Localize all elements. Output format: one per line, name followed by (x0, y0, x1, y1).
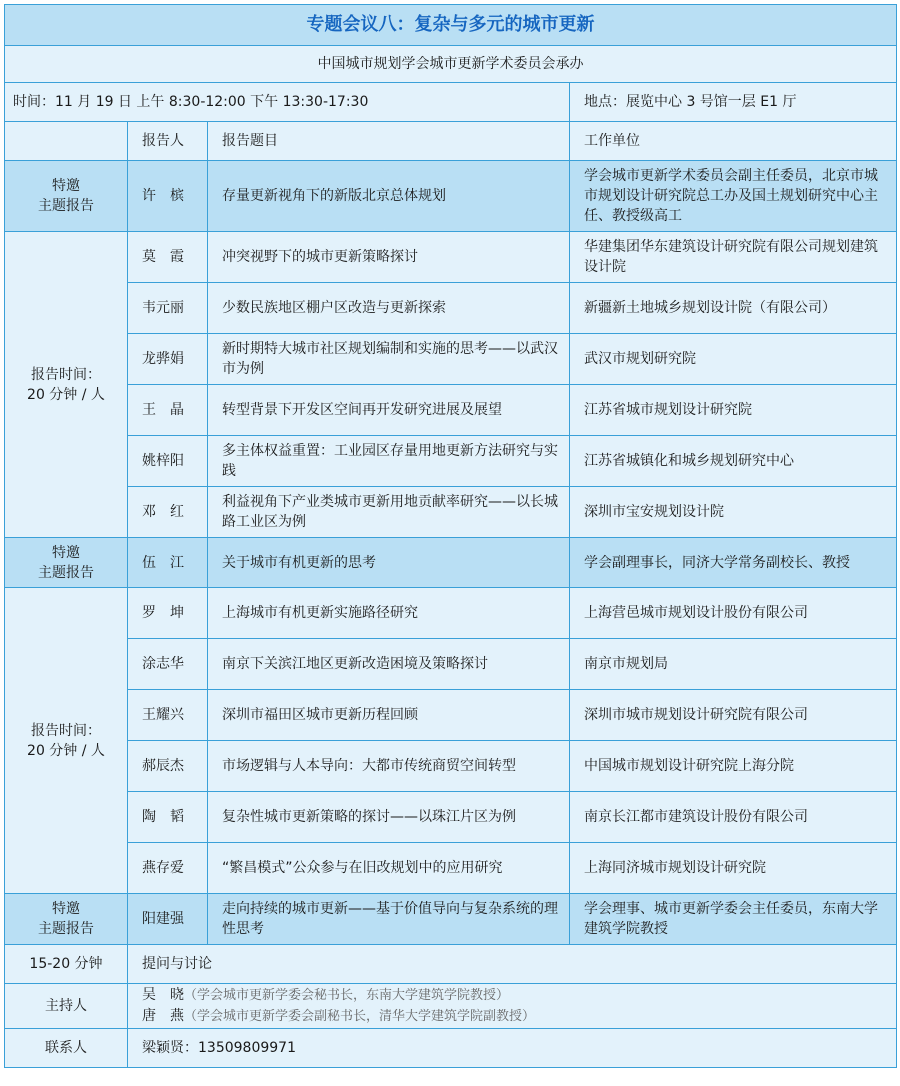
speaker-name: 燕存爱 (128, 843, 208, 894)
host-name: 吴 晓 (142, 987, 184, 1003)
speaker-name: 王 晶 (128, 385, 208, 436)
qa-row (5, 945, 897, 984)
qa-label: 提问与讨论 (128, 945, 897, 984)
speaker-unit: 上海营邑城市规划设计股份有限公司 (570, 588, 897, 639)
table-row (5, 161, 897, 232)
speaker-unit: 深圳市宝安规划设计院 (570, 487, 897, 538)
category-time-slot: 报告时间： 20 分钟 / 人 (5, 588, 128, 894)
speaker-name: 韦元丽 (128, 283, 208, 334)
speaker-name: 阳建强 (128, 894, 208, 945)
host-label: 主持人 (5, 984, 128, 1029)
report-topic: 存量更新视角下的新版北京总体规划 (208, 161, 570, 232)
speaker-unit: 学会副理事长，同济大学常务副校长、教授 (570, 538, 897, 588)
report-topic: 转型背景下开发区空间再开发研究进展及展望 (208, 385, 570, 436)
header-topic: 报告题目 (208, 122, 570, 161)
table-row (5, 639, 897, 690)
table-row (5, 538, 897, 588)
category-keynote: 特邀 主题报告 (5, 538, 128, 588)
header-speaker: 报告人 (128, 122, 208, 161)
table-row (5, 436, 897, 487)
table-row (5, 487, 897, 538)
speaker-name: 龙骅娟 (128, 334, 208, 385)
table-row (5, 283, 897, 334)
qa-duration: 15-20 分钟 (5, 945, 128, 984)
session-title: 专题会议八：复杂与多元的城市更新 (5, 5, 897, 46)
report-topic: 关于城市有机更新的思考 (208, 538, 570, 588)
session-time: 时间：11 月 19 日 上午 8:30-12:00 下午 13:30-17:30 (5, 83, 570, 122)
speaker-name: 莫 霞 (128, 232, 208, 283)
speaker-name: 邓 红 (128, 487, 208, 538)
table-row (5, 843, 897, 894)
table-row (5, 741, 897, 792)
host-row (5, 984, 897, 1029)
speaker-name: 姚梓阳 (128, 436, 208, 487)
speaker-unit: 新疆新土地城乡规划设计院（有限公司） (570, 283, 897, 334)
report-topic: 冲突视野下的城市更新策略探讨 (208, 232, 570, 283)
host-person (142, 1006, 896, 1027)
schedule-table (4, 4, 897, 1068)
speaker-unit: 南京市规划局 (570, 639, 897, 690)
host-title: （学会城市更新学委会秘书长，东南大学建筑学院教授） (184, 988, 510, 1003)
report-topic: 走向持续的城市更新——基于价值导向与复杂系统的理性思考 (208, 894, 570, 945)
table-row (5, 385, 897, 436)
speaker-unit: 武汉市规划研究院 (570, 334, 897, 385)
report-topic: 复杂性城市更新策略的探讨——以珠江片区为例 (208, 792, 570, 843)
speaker-unit: 华建集团华东建筑设计研究院有限公司规划建筑设计院 (570, 232, 897, 283)
contact-row (5, 1029, 897, 1068)
report-topic: 多主体权益重置：工业园区存量用地更新方法研究与实践 (208, 436, 570, 487)
table-row (5, 690, 897, 741)
speaker-unit: 深圳市城市规划设计研究院有限公司 (570, 690, 897, 741)
speaker-name: 伍 江 (128, 538, 208, 588)
session-schedule (4, 4, 896, 1068)
speaker-name: 郝辰杰 (128, 741, 208, 792)
speaker-unit: 学会城市更新学术委员会副主任委员，北京市城市规划设计研究院总工办及国土规划研究中心主任、教授级高工 (570, 161, 897, 232)
table-row (5, 588, 897, 639)
report-topic: 上海城市有机更新实施路径研究 (208, 588, 570, 639)
speaker-unit: 江苏省城镇化和城乡规划研究中心 (570, 436, 897, 487)
speaker-unit: 中国城市规划设计研究院上海分院 (570, 741, 897, 792)
category-time-slot: 报告时间： 20 分钟 / 人 (5, 232, 128, 538)
speaker-unit: 江苏省城市规划设计研究院 (570, 385, 897, 436)
speaker-unit: 南京长江都市建筑设计股份有限公司 (570, 792, 897, 843)
speaker-unit: 学会理事、城市更新学委会主任委员，东南大学建筑学院教授 (570, 894, 897, 945)
table-row (5, 792, 897, 843)
speaker-name: 王耀兴 (128, 690, 208, 741)
speaker-name: 涂志华 (128, 639, 208, 690)
report-topic: 利益视角下产业类城市更新用地贡献率研究——以长城路工业区为例 (208, 487, 570, 538)
report-topic: 市场逻辑与人本导向：大都市传统商贸空间转型 (208, 741, 570, 792)
speaker-name: 罗 坤 (128, 588, 208, 639)
category-keynote: 特邀 主题报告 (5, 894, 128, 945)
report-topic: 新时期特大城市社区规划编制和实施的思考——以武汉市为例 (208, 334, 570, 385)
speaker-name: 许 槟 (128, 161, 208, 232)
table-row (5, 334, 897, 385)
report-topic: 深圳市福田区城市更新历程回顾 (208, 690, 570, 741)
header-blank (5, 122, 128, 161)
speaker-name: 陶 韬 (128, 792, 208, 843)
host-list (128, 984, 897, 1029)
report-topic: 南京下关滨江地区更新改造困境及策略探讨 (208, 639, 570, 690)
contact-label: 联系人 (5, 1029, 128, 1068)
report-topic: 少数民族地区棚户区改造与更新探索 (208, 283, 570, 334)
table-row (5, 894, 897, 945)
session-location: 地点：展览中心 3 号馆一层 E1 厅 (570, 83, 897, 122)
category-keynote: 特邀 主题报告 (5, 161, 128, 232)
organizer: 中国城市规划学会城市更新学术委员会承办 (5, 46, 897, 83)
header-unit: 工作单位 (570, 122, 897, 161)
report-topic: “繁昌模式”公众参与在旧改规划中的应用研究 (208, 843, 570, 894)
host-name: 唐 燕 (142, 1008, 184, 1024)
host-title: （学会城市更新学委会副秘书长，清华大学建筑学院副教授） (184, 1009, 536, 1024)
table-row (5, 232, 897, 283)
speaker-unit: 上海同济城市规划设计研究院 (570, 843, 897, 894)
host-person (142, 985, 896, 1006)
contact-value: 梁颖贤：13509809971 (128, 1029, 897, 1068)
